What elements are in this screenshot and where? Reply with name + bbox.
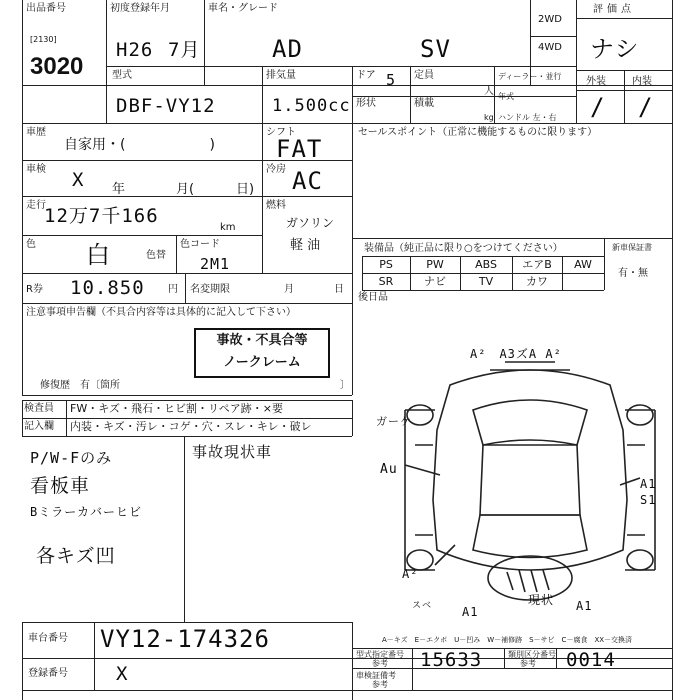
after-label: 後日品 [358, 292, 388, 303]
diagram-left-note2: Au [380, 462, 398, 477]
reg-label: 登録番号 [28, 668, 68, 679]
ext-value: / [590, 93, 606, 121]
note-line4: 各キズ凹 [36, 545, 116, 567]
fuel-value: ガソリン [286, 216, 335, 230]
color-label: 色 [26, 239, 36, 250]
color-code-value: 2M1 [200, 255, 231, 273]
eval-label: 評価点 [593, 4, 635, 15]
class-value: 0014 [566, 649, 616, 671]
warranty-label: 新車保証書 [612, 243, 652, 252]
note-right: 事故現状車 [192, 443, 273, 461]
car-grade: SV [420, 35, 451, 63]
frame-row2-bottom [22, 123, 672, 124]
fuel-alt: 軽 油 [290, 238, 321, 253]
cert-label: 車検証備考 [356, 671, 396, 680]
diagram-bottom-right2: A1 [576, 599, 593, 613]
inspection-year: 年 [112, 182, 126, 197]
no-claim-stamp [194, 328, 330, 378]
note-line1: P/W-Fのみ [30, 449, 113, 467]
diagram-bottom-right1: 現状 [528, 593, 555, 607]
lot-code: [2130] [30, 35, 57, 44]
equip-tv: TV [478, 275, 494, 288]
displacement-value: 1.500cc [272, 96, 351, 116]
dealer-label: ディーラー・並行 [498, 72, 562, 81]
frame-row1-bottom [22, 85, 672, 86]
equip-sr: SR [378, 275, 394, 288]
repair-close: 〕 [340, 380, 350, 391]
recycle-label: R券 [26, 284, 43, 295]
usage-value: 自家用・( ) [64, 137, 215, 153]
mileage-label: 走行 [26, 200, 46, 211]
inspection-day: 日) [236, 182, 255, 197]
load-label: 積載 [414, 98, 434, 109]
car-name: AD [272, 35, 303, 63]
lot-label: 出品番号 [26, 3, 66, 14]
class-sub: 参考 [520, 659, 536, 668]
sales-point-label: セールスポイント（正常に機能するものに限ります） [358, 127, 598, 138]
reg-value: X [116, 663, 129, 685]
warranty-value: 有・無 [618, 268, 648, 279]
chassis-value: VY12-174326 [100, 625, 270, 653]
model-year-label: 年式 [498, 92, 514, 101]
car-damage-diagram [395, 350, 665, 610]
ac-value: AC [292, 167, 323, 195]
class-label: 類別区分番号 [508, 650, 556, 659]
model-value: DBF-VY12 [116, 95, 216, 117]
equip-aw: AW [574, 258, 592, 271]
mileage-unit: km [220, 222, 236, 233]
equip-navi: ナビ [424, 275, 446, 288]
inspection-label: 車検 [26, 164, 46, 175]
usage-label: 車歴 [26, 127, 46, 138]
color-value: 白 [86, 241, 111, 269]
inspector-label: 検査員 [24, 403, 54, 414]
recycle-unit: 円 [168, 284, 178, 295]
inspect-row: FW・キズ・飛石・ヒビ割・リペア跡・×要 [70, 402, 283, 415]
repair-label: 修復歴 有〔箇所 [40, 380, 120, 391]
note-line2: 看板車 [30, 475, 91, 497]
color-change-label: 色替 [146, 250, 166, 261]
recycle-value: 10.850 [70, 277, 145, 299]
diagram-bottom-note: スベ [412, 601, 433, 611]
capacity-label: 定員 [414, 70, 434, 81]
lot-number: 3020 [30, 53, 84, 80]
frame-right [672, 0, 673, 700]
shift-label: シフト [266, 127, 296, 138]
shift-value: FAT [276, 135, 323, 163]
diagram-bottom-a1: A1 [462, 605, 479, 619]
equip-leather: カワ [526, 275, 548, 288]
cert-sub: 参考 [372, 680, 388, 689]
type-spec-sub: 参考 [372, 659, 388, 668]
eval-value: ナシ [590, 35, 640, 63]
diagram-right-note1: A1 [640, 477, 657, 491]
entry-label: 記入欄 [24, 421, 54, 432]
type-spec-value: 15633 [420, 649, 483, 671]
drive-4wd: 4WD [538, 42, 562, 53]
fuel-label: 燃料 [266, 200, 286, 211]
ext-label: 外装 [586, 76, 606, 87]
diagram-left-note1: ガーケ [376, 415, 412, 428]
doors-label: ドア [356, 70, 376, 81]
int-value: / [638, 93, 654, 121]
equipment-label: 装備品（純正品に限り○をつけてください） [364, 243, 563, 254]
equip-ps: PS [379, 258, 393, 271]
int-label: 内装 [632, 76, 652, 87]
caution-label: 注意事項申告欄（不具合内容等は具体的に記入して下さい） [26, 307, 296, 318]
name-change-label: 名変期限 [190, 284, 230, 295]
name-change-month: 月 [284, 284, 294, 295]
drive-2wd: 2WD [538, 14, 562, 25]
diagram-legend: A－キズ E－エクボ U－凹み W－補修跡 S－サビ C－腐食 XX－交換済 [382, 636, 633, 644]
frame-left [22, 0, 23, 395]
reg-month: 7月 [168, 39, 201, 61]
stamp-line2: ノークレーム [223, 355, 301, 370]
equip-airbag: エアB [522, 258, 552, 271]
diagram-bottom-left: A² [402, 567, 419, 581]
stamp-line1: 事故・不具合等 [216, 333, 308, 348]
inspection-month: 月( [176, 182, 195, 197]
inspection-value: X [72, 169, 85, 191]
name-change-day: 日 [334, 284, 344, 295]
displacement-label: 排気量 [266, 70, 296, 81]
reg-year: H26 [116, 39, 154, 61]
diagram-right-note2: S1 [640, 493, 657, 507]
equip-pw: PW [426, 258, 444, 271]
interior-row: 内装・キズ・汚レ・コゲ・穴・スレ・キレ・破レ [70, 420, 312, 433]
car-name-label: 車名・グレード [208, 3, 278, 14]
note-line3: Bミラーカバーヒビ [30, 505, 142, 519]
ac-label: 冷房 [266, 164, 286, 175]
model-label: 型式 [112, 70, 132, 81]
load-unit: kg [484, 113, 494, 122]
chassis-label: 車台番号 [28, 633, 68, 644]
equip-abs: ABS [475, 258, 497, 271]
color-code-label: 色コード [180, 239, 220, 250]
capacity-unit: 人 [484, 86, 494, 97]
shape-label: 形状 [356, 98, 376, 109]
diagram-top-note: A² A3ズA A² [470, 347, 562, 361]
mileage-value: 12万7千166 [44, 205, 159, 227]
reg-year-label: 初度登録年月 [110, 3, 170, 14]
doors-value: 5 [386, 71, 397, 89]
type-spec-label: 型式指定番号 [356, 650, 404, 659]
handle-label: ハンドル 左・右 [498, 113, 557, 122]
